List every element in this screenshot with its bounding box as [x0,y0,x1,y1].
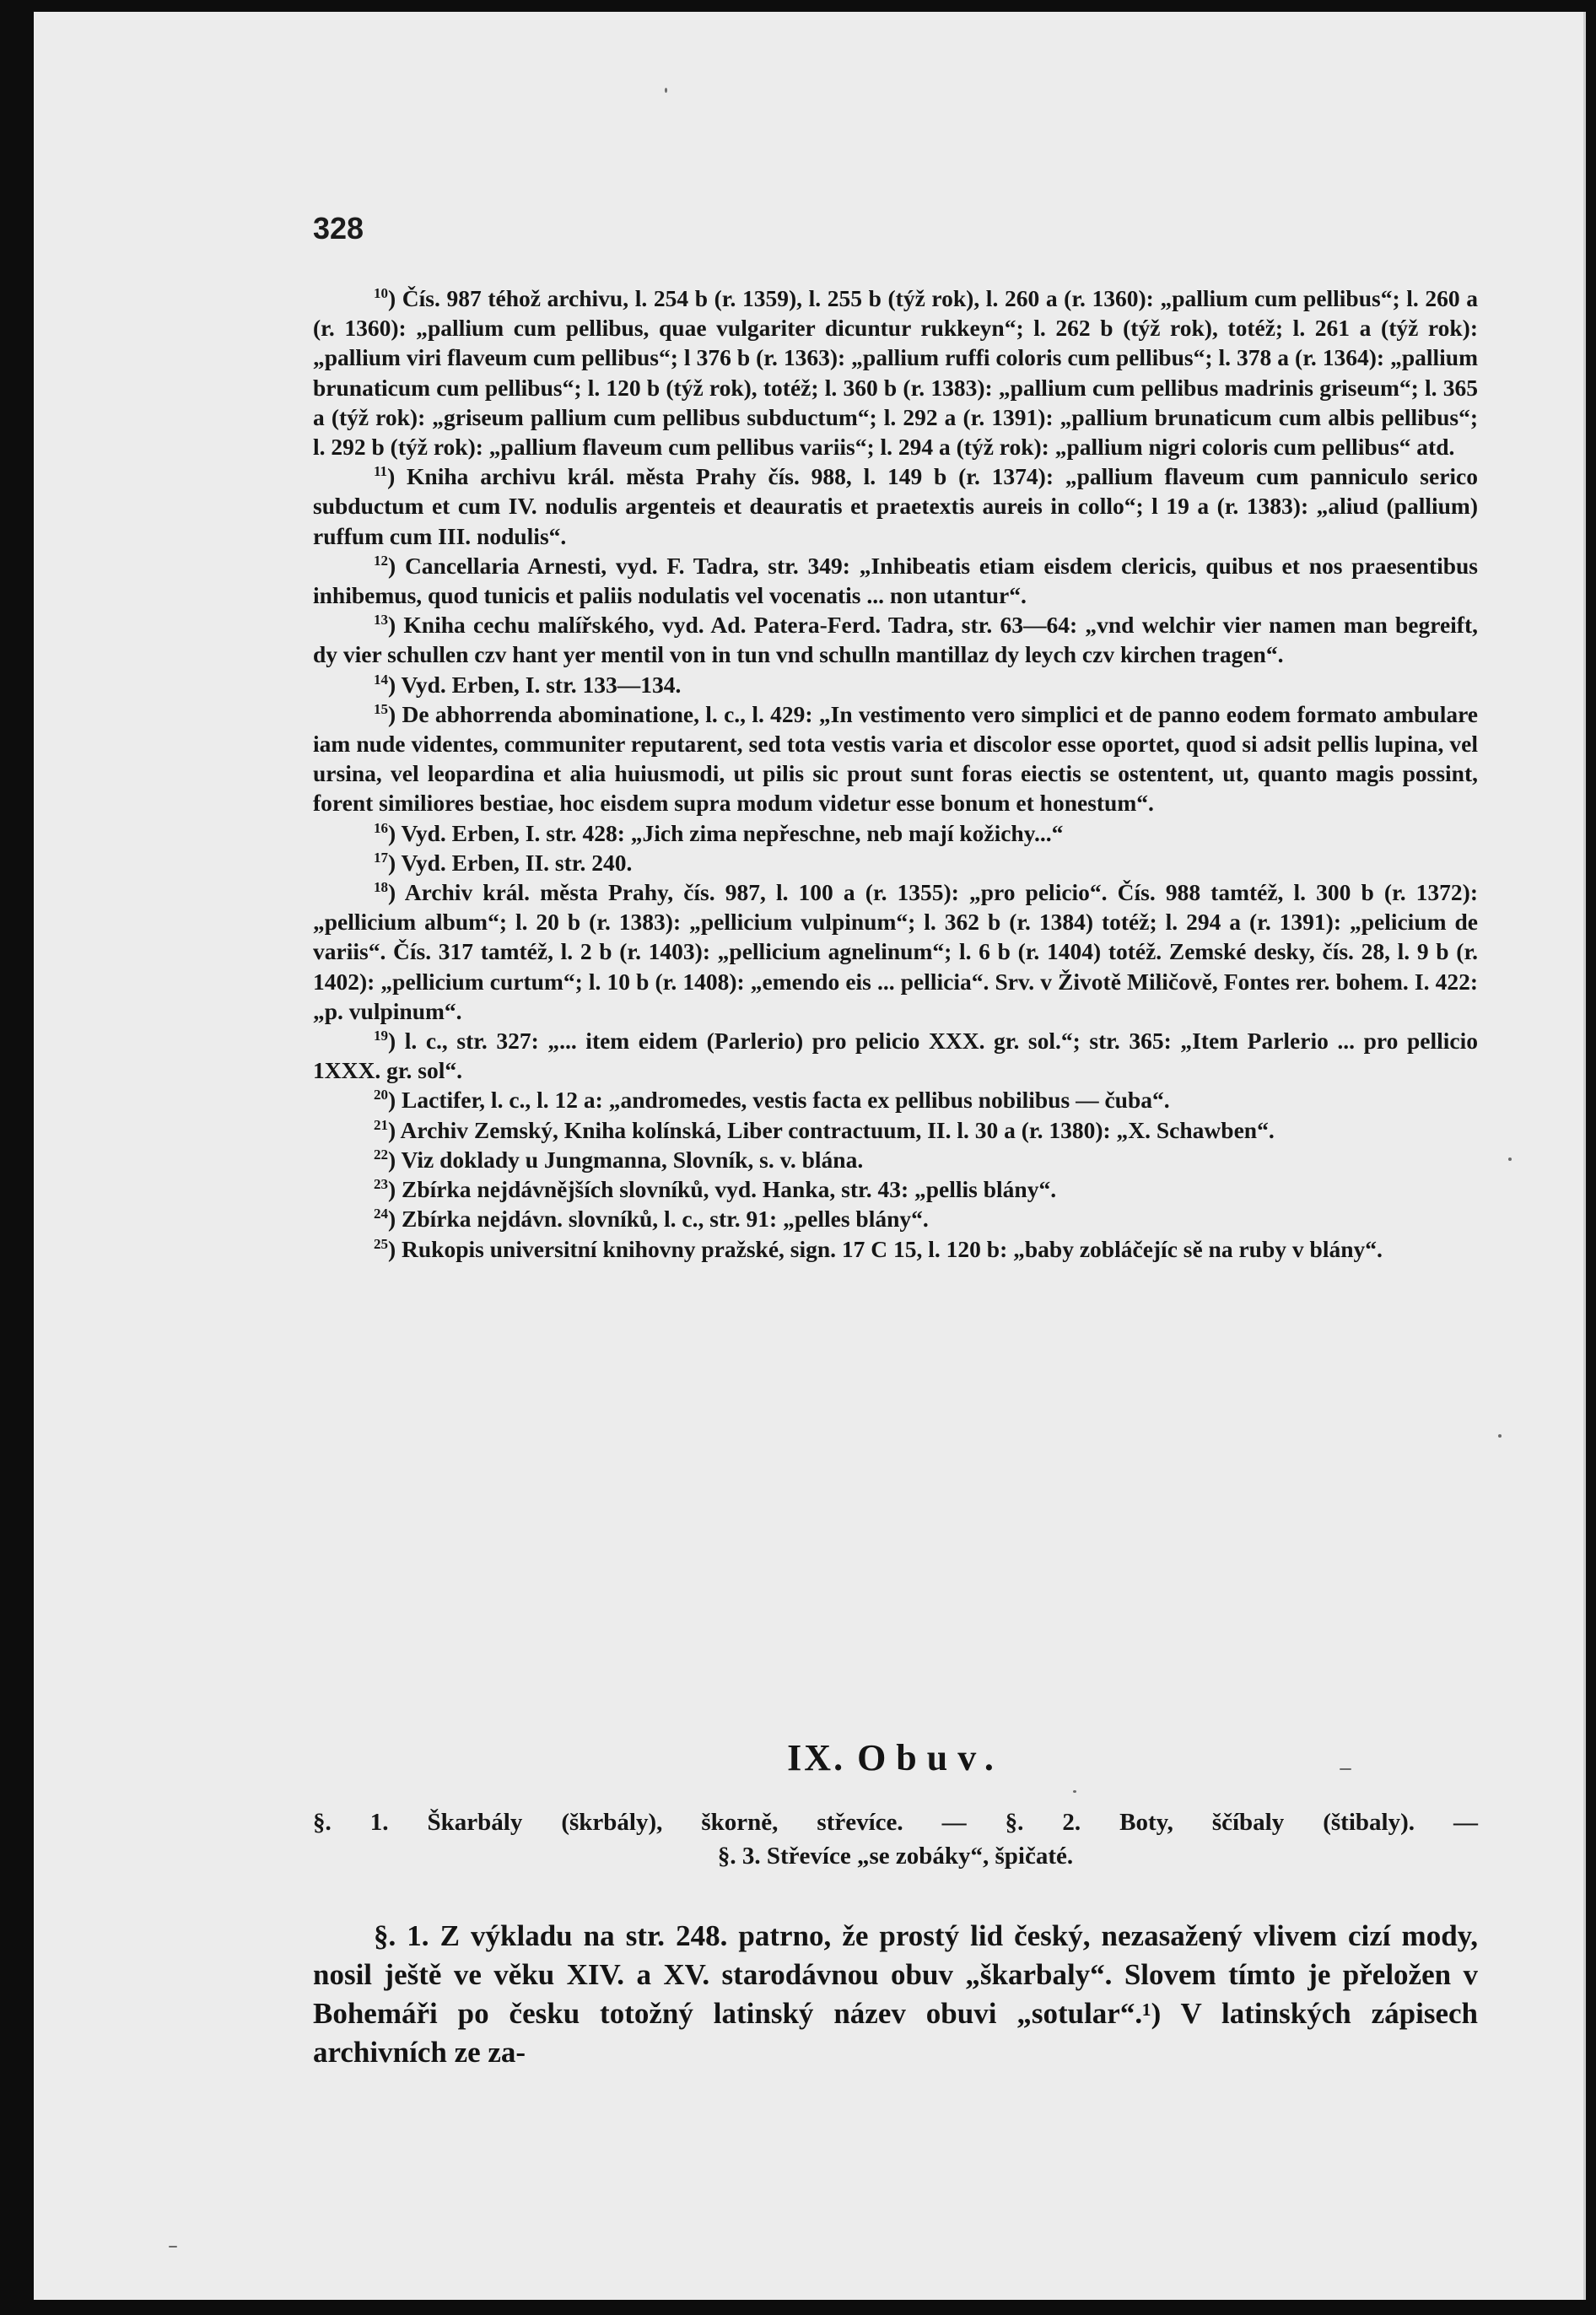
footnote-text: ) Archiv Zemský, Kniha kolínská, Liber contractuum, II. l. 30 a (r. 1380): „X. Schawben“. [388,1116,1275,1143]
page-number: 328 [313,211,364,246]
footnote [313,877,1478,1026]
footnote-number: 25 [374,1235,388,1252]
footnote-number: 16 [374,819,388,836]
footnotes [313,283,1478,1264]
footnote [313,1085,1478,1114]
footnote-number: 13 [374,612,388,629]
contents-line: §. 1. Škarbály (škrbály), škorně, střevíce. — §. 2. Boty, ščíbaly (štibaly). — [313,1809,1478,1836]
footnote [313,1026,1478,1085]
footnote-text: ) Cancellaria Arnesti, vyd. F. Tadra, str. 349: „Inhibeatis etiam eisdem clericis, quibus et nos praesentibus inhibemus, quod tunicis et paliis nodulatis vel vocenatis ... non utantur“. [313,552,1478,609]
footnote-text: ) Vyd. Erben, I. str. 133—134. [388,671,682,698]
scan-speck [1498,1434,1502,1438]
footnote-number: 12 [374,552,388,569]
page [34,12,1586,2300]
footnote-text: ) Archiv král. města Prahy, čís. 987, l. 100 a (r. 1355): „pro pelicio“. Čís. 988 tamtéž, l. 300 b (r. 1372): „pellicium album“; l. 20 b (r. 1383): „pellicium vulpinum“; l. 362 b (r. 1384) totéž; l. 294 a (r. 1391): „pelicium de variis“. Čís. 317 tamtéž, l. 2 b (r. 1403): „pellicium agnelinum“; l. 6 b (r. 1404) totéž. Zemské desky, čís. 28, l. 9 b (r. 1402): „pellicium curtum“; l. 10 b (r. 1408): „emendo eis ... pellicia“. Srv. v Životě Miličově, Fontes rer. bohem. I. 422: „p. vulpinum“. [313,879,1478,1024]
footnote-text: ) Vyd. Erben, I. str. 428: „Jich zima nepřeschne, neb mají kožichy...“ [388,819,1064,846]
section-name: Obuv. [857,1737,1004,1778]
footnote [313,1174,1478,1204]
footnote-text: ) Viz doklady u Jungmanna, Slovník, s. v. blána. [388,1146,864,1173]
footnote [313,1204,1478,1233]
footnote [313,610,1478,669]
footnote-number: 21 [374,1116,388,1133]
footnote-number: 18 [374,878,388,895]
footnote-number: 19 [374,1027,388,1044]
body-paragraph: §. 1. Z výkladu na str. 248. patrno, že prostý lid český, nezasažený vlivem cizí mody, nosil ještě ve věku XIV. a XV. starodávnou obuv „škarbaly“. Slovem tímto je přeložen v Bohemáři po česku totožný latinský název obuvi „sotular“.¹) V latinských zápisech archivních ze za- [313,1919,1478,2069]
footnote-number: 17 [374,849,388,866]
footnote [313,1115,1478,1145]
scan-speck [1073,1790,1076,1793]
footnote [313,699,1478,818]
footnote-number: 10 [374,284,388,301]
scan-speck [665,88,667,93]
section-numeral: IX. [787,1737,846,1778]
footnote-number: 14 [374,671,388,688]
footnote-text: ) Lactifer, l. c., l. 12 a: „andromedes, vestis facta ex pellibus nobilibus — čuba“. [388,1087,1170,1114]
scan-speck [1508,1158,1512,1161]
footnote [313,1145,1478,1174]
footnote [313,461,1478,551]
footnote-text: ) Zbírka nejdávn. slovníků, l. c., str. 91: „pelles blány“. [388,1206,929,1233]
footnote-number: 22 [374,1146,388,1163]
footnote-number: 24 [374,1206,388,1222]
section-title [313,1736,1478,1779]
footnote [313,1234,1478,1264]
footnote-text: ) Kniha archivu král. města Prahy čís. 988, l. 149 b (r. 1374): „pallium flaveum cum panniculo serico subductum et cum IV. nodulis argenteis et deauratis et praetextis aureis in collo“; l 19 a (r. 1383): „aliud (pallium) ruffum cum III. nodulis“. [313,463,1478,549]
section-contents [313,1805,1478,1873]
footnote-text: ) l. c., str. 327: „... item eidem (Parlerio) pro pelicio XXX. gr. sol.“; str. 365: „Item Parlerio ... pro pellicio 1XXX. gr. sol“. [313,1028,1478,1084]
footnote-text: ) Čís. 987 téhož archivu, l. 254 b (r. 1359), l. 255 b (týž rok), l. 260 a (r. 1360): „pallium cum pellibus“; l. 260 a (r. 1360): „pallium cum pellibus, quae vulgariter dicuntur rukkeyn“; l. 262 b (týž rok), totéž; l. 261 a (týž rok): „pallium viri flaveum cum pellibus“; l 376 b (r. 1363): „pallium ruffi coloris cum pellibus“; l. 378 a (r. 1364): „pallium brunaticum cum pellibus“; l. 120 b (týž rok), totéž; l. 360 b (r. 1383): „pallium cum pellibus madrinis griseum“; l. 365 a (týž rok): „griseum pallium cum pellibus subductum“; l. 292 a (r. 1391): „pallium brunaticum cum albis pellibus“; l. 292 b (týž rok): „pallium flaveum cum pellibus variis“; l. 294 a (týž rok): „pallium nigri coloris cum pellibus“ atd. [313,285,1478,461]
footnote-number: 23 [374,1175,388,1192]
footnote-text: ) Vyd. Erben, II. str. 240. [388,849,633,876]
footnote [313,848,1478,877]
scan-speck [169,2246,177,2248]
footnote-number: 11 [374,463,388,480]
footnote-text: ) Zbírka nejdávnějších slovníků, vyd. Hanka, str. 43: „pellis blány“. [388,1176,1057,1203]
scan-speck [1340,1768,1351,1770]
footnote [313,818,1478,848]
footnote [313,283,1478,461]
footnote-text: ) Rukopis universitní knihovny pražské, sign. 17 C 15, l. 120 b: „baby zobláčejíc sě na ruby v blány“. [388,1235,1383,1262]
footnote-number: 20 [374,1087,388,1104]
footnote [313,551,1478,610]
footnote-text: ) De abhorrenda abominatione, l. c., l. 429: „In vestimento vero simplici et de panno eodem formato ambulare iam nude videntes, communiter reputarent, sed tota vestis varia et discolor esse oportet, quod si adsit pellis lupina, vel ursina, vel leopardina et alia huiusmodi, ut pilis sic prout sunt foras eiectis se ostentent, ut, quanto magis possint, forent similiores bestiae, hoc eisdem supra modum videtur esse bonum et honestum“. [313,700,1478,817]
footnote-number: 15 [374,700,388,717]
footnote [313,670,1478,699]
footnote-text: ) Kniha cechu malířského, vyd. Ad. Patera-Ferd. Tadra, str. 63—64: „vnd welchir vier namen man begreift, dy vier schullen czv hant yer mentil von in tun vnd schulln mantillaz dy leych czv kirchen tragen“. [313,612,1478,668]
contents-line: §. 3. Střevíce „se zobáky“, špičaté. [717,1843,1074,1870]
